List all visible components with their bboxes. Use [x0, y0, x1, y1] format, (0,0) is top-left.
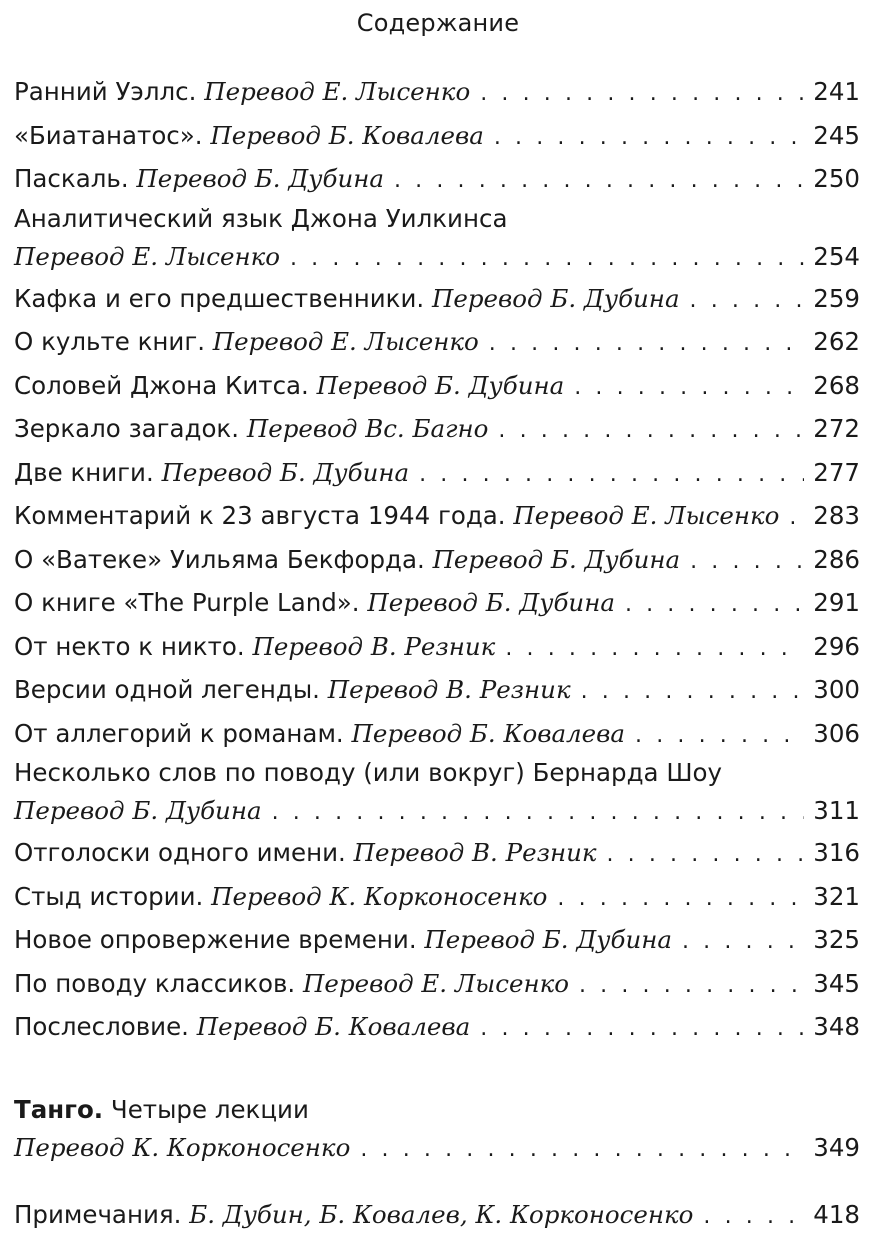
- page-number: 348: [813, 1012, 860, 1041]
- dot-leader: [290, 239, 804, 279]
- toc-entry[interactable]: [14, 201, 860, 277]
- page-number: 259: [813, 283, 860, 313]
- page-number: 283: [813, 501, 860, 530]
- page-number: 349: [813, 1133, 860, 1162]
- page-number: 241: [813, 77, 860, 106]
- dot-leader: [574, 366, 804, 410]
- entry-translator: Перевод Е. Лысенко: [303, 968, 569, 998]
- entry-title: От аллегорий к романам.: [14, 718, 344, 748]
- dot-leader: [557, 877, 804, 921]
- page-number: 254: [813, 241, 860, 271]
- page-number: 277: [813, 457, 860, 487]
- dot-leader: [635, 714, 804, 758]
- dot-leader: [607, 833, 805, 877]
- dot-leader: [579, 964, 804, 1008]
- toc-entry[interactable]: [14, 277, 860, 321]
- entry-translator: Перевод Б. Ковалева: [196, 1012, 471, 1041]
- dot-leader: [690, 279, 804, 323]
- dot-leader: [703, 1195, 804, 1239]
- entry-title: Ранний Уэллс.: [14, 77, 197, 106]
- page-number: 296: [813, 631, 860, 661]
- entry-translator: Перевод В. Резник: [252, 631, 496, 661]
- toc-entry[interactable]: [14, 407, 860, 451]
- entry-title: Стыд истории.: [14, 881, 204, 911]
- entry-title: Несколько слов по поводу (или вокруг) Бернарда Шоу: [14, 758, 723, 787]
- page-number: 300: [813, 675, 860, 704]
- toc-entry[interactable]: [14, 451, 860, 495]
- toc-entry[interactable]: [14, 712, 860, 756]
- entry-title: «Биатанатос».: [14, 120, 203, 150]
- entry-translator: Перевод Б. Дубина: [432, 544, 681, 574]
- entry-title: Зеркало загадок.: [14, 414, 240, 443]
- toc-entry[interactable]: [14, 581, 860, 625]
- page-number: 311: [813, 796, 860, 825]
- dot-leader: [789, 496, 804, 540]
- entry-authors: Б. Дубин, Б. Ковалев, К. Корконосенко: [189, 1200, 694, 1229]
- dot-leader: [690, 540, 804, 584]
- dot-leader: [505, 627, 804, 671]
- entry-translator: Перевод Б. Дубина: [136, 164, 384, 193]
- entry-translator: Перевод В. Резник: [327, 675, 571, 704]
- section-title: Танго.: [14, 1095, 104, 1124]
- entry-title: Кафка и его предшественники.: [14, 283, 425, 313]
- dot-leader: [494, 116, 804, 160]
- dot-leader: [480, 72, 804, 116]
- toc-entry[interactable]: [14, 625, 860, 669]
- entry-title: Две книги.: [14, 457, 154, 487]
- entry-translator: Перевод Б. Дубина: [431, 283, 680, 313]
- toc-entry[interactable]: [14, 364, 860, 408]
- running-head: Содержание: [356, 9, 520, 37]
- entry-translator: Перевод Б. Дубина: [161, 457, 410, 487]
- entry-title: Соловей Джона Китса.: [14, 370, 309, 400]
- entry-translator: Перевод Б. Ковалева: [351, 718, 626, 748]
- toc-entry[interactable]: [14, 668, 860, 712]
- page-number: 325: [813, 925, 860, 954]
- entry-translator: Перевод К. Корконосенко: [14, 1133, 351, 1162]
- entry-translator: Перевод Б. Дубина: [367, 588, 615, 617]
- toc-entry[interactable]: [14, 114, 860, 158]
- toc-entry[interactable]: [14, 494, 860, 538]
- entry-translator: Перевод Б. Ковалева: [210, 120, 484, 150]
- entry-title: Послесловие.: [14, 1012, 189, 1041]
- dot-leader: [625, 583, 804, 627]
- entry-title: Примечания.: [14, 1200, 182, 1229]
- entry-translator: Перевод Б. Дубина: [424, 925, 672, 954]
- page-number: 306: [813, 718, 860, 748]
- entry-title: Паскаль.: [14, 164, 129, 193]
- page-number: 272: [813, 414, 860, 443]
- entry-title: По поводу классиков.: [14, 968, 296, 998]
- dot-leader: [581, 670, 804, 714]
- toc-entry[interactable]: [14, 1005, 860, 1049]
- dot-leader: [272, 793, 804, 833]
- dot-leader: [480, 1007, 804, 1051]
- toc-entry[interactable]: [14, 831, 860, 875]
- entry-title: От некто к никто.: [14, 631, 245, 661]
- table-of-contents: [14, 70, 860, 1049]
- page-number: 321: [813, 881, 860, 911]
- page-number: 316: [813, 838, 860, 867]
- entry-title: О культе книг.: [14, 327, 205, 356]
- toc-entry[interactable]: [14, 157, 860, 201]
- entry-title: Комментарий к 23 августа 1944 года.: [14, 501, 506, 530]
- dot-leader: [498, 409, 804, 453]
- entry-translator: Перевод Е. Лысенко: [513, 501, 780, 530]
- toc-entry[interactable]: [14, 875, 860, 919]
- entry-translator: Перевод Е. Лысенко: [212, 327, 479, 356]
- page-number: 291: [813, 588, 860, 617]
- page-number: 268: [813, 370, 860, 400]
- entry-translator: Перевод Вс. Багно: [246, 414, 489, 443]
- entry-title: Отголоски одного имени.: [14, 838, 346, 867]
- page-number: 245: [813, 120, 860, 150]
- page-number: 250: [813, 164, 860, 193]
- page-number: 418: [813, 1200, 860, 1229]
- dot-leader: [419, 453, 804, 497]
- dot-leader: [682, 920, 804, 964]
- entry-title: Версии одной легенды.: [14, 675, 320, 704]
- entry-translator: Перевод Е. Лысенко: [204, 77, 471, 106]
- toc-entry[interactable]: [14, 918, 860, 962]
- toc-entry[interactable]: [14, 962, 860, 1006]
- entry-translator: Перевод К. Корконосенко: [211, 881, 548, 911]
- toc-entry[interactable]: [14, 70, 860, 114]
- entry-title: Новое опровержение времени.: [14, 925, 417, 954]
- dot-leader: [394, 159, 804, 203]
- entry-title: О книге «The Purple Land».: [14, 588, 360, 617]
- notes-entry[interactable]: [14, 1193, 860, 1237]
- dot-leader: [489, 322, 804, 366]
- entry-translator: Перевод Б. Дубина: [14, 796, 262, 825]
- toc-entry[interactable]: [14, 320, 860, 364]
- entry-translator: Перевод Б. Дубина: [316, 370, 565, 400]
- page-number: 345: [813, 968, 860, 998]
- entry-title: О «Ватеке» Уильяма Бекфорда.: [14, 544, 425, 574]
- toc-entry[interactable]: [14, 755, 860, 831]
- entry-translator: Перевод В. Резник: [353, 838, 597, 867]
- section-subtitle: Четыре лекции: [110, 1095, 309, 1124]
- entry-translator: Перевод Е. Лысенко: [14, 241, 280, 271]
- entry-title: Аналитический язык Джона Уилкинса: [14, 203, 508, 233]
- dot-leader: [360, 1130, 804, 1170]
- toc-entry[interactable]: [14, 538, 860, 582]
- tango-section[interactable]: [14, 1092, 860, 1168]
- page-number: 262: [813, 327, 860, 356]
- page-number: 286: [813, 544, 860, 574]
